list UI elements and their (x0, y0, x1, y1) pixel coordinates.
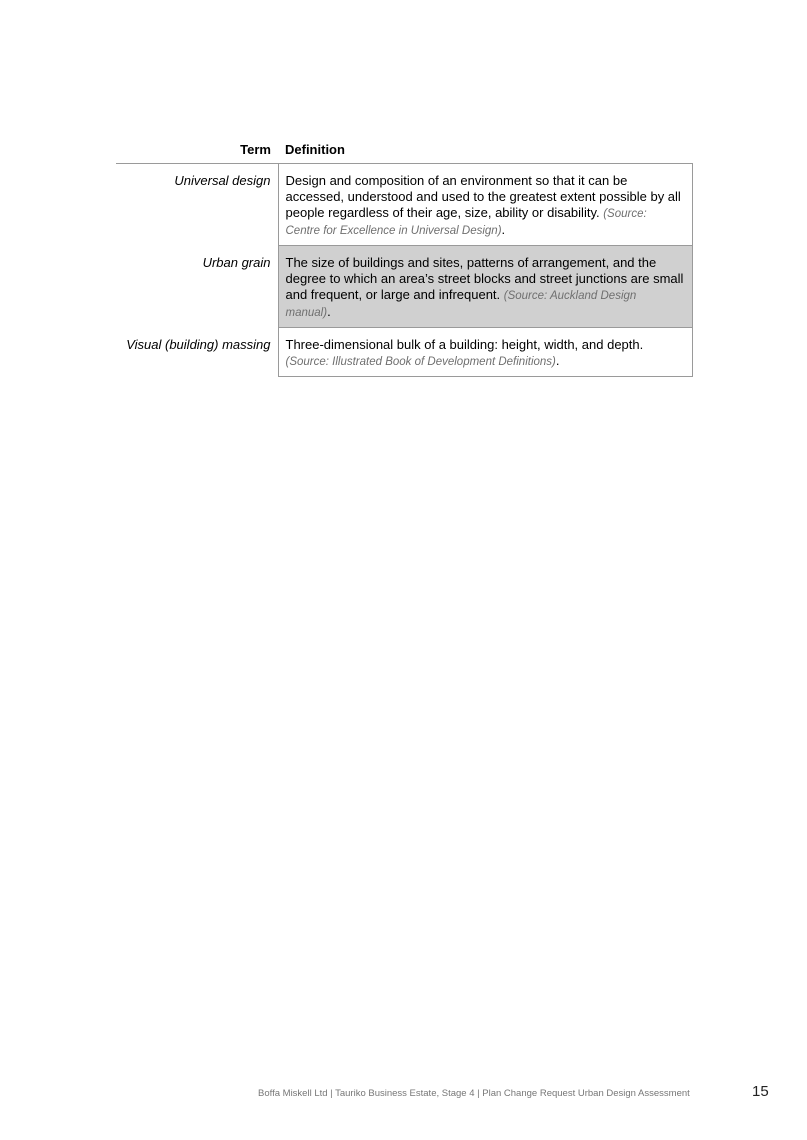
glossary-table (116, 141, 693, 377)
page-footer: Boffa Miskell Ltd | Tauriko Business Estate, Stage 4 | Plan Change Request Urban Design Assessment (258, 1088, 690, 1099)
term-cell: Visual (building) massing (126, 336, 271, 352)
table-header-row (116, 141, 692, 164)
definition-cell (278, 164, 692, 246)
table-row (116, 328, 692, 377)
definition-text: The size of buildings and sites, patterns of arrangement, and the degree to which an area’s street blocks and street junctions are small and frequent, or large and infrequent. (285, 255, 684, 302)
definition-end: . (327, 304, 331, 319)
definition-cell (278, 246, 692, 328)
definition-source: (Source: Auckland Design manual) (285, 290, 637, 319)
definition-end: . (555, 353, 560, 368)
term-cell: Universal design (174, 173, 271, 188)
definition-column-header: Definition (278, 141, 692, 164)
definition-text: Three-dimensional bulk of a building: height, width, and depth. (285, 337, 644, 352)
definition-cell (278, 328, 692, 377)
table-row (116, 164, 692, 246)
term-cell: Urban grain (202, 254, 271, 270)
page-number: 15 (752, 1083, 769, 1100)
definition-text: Design and composition of an environment so that it can be accessed, understood and used to the greatest extent possible by all people regardless of their age, size, ability or disability. (285, 173, 681, 220)
term-column-header: Term (116, 141, 278, 164)
table-row (116, 246, 692, 328)
definition-source: (Source: Illustrated Book of Development Definitions) (285, 356, 556, 368)
definition-source: (Source: Centre for Excellence in Universal Design) (285, 208, 647, 237)
definition-end: . (501, 222, 506, 237)
